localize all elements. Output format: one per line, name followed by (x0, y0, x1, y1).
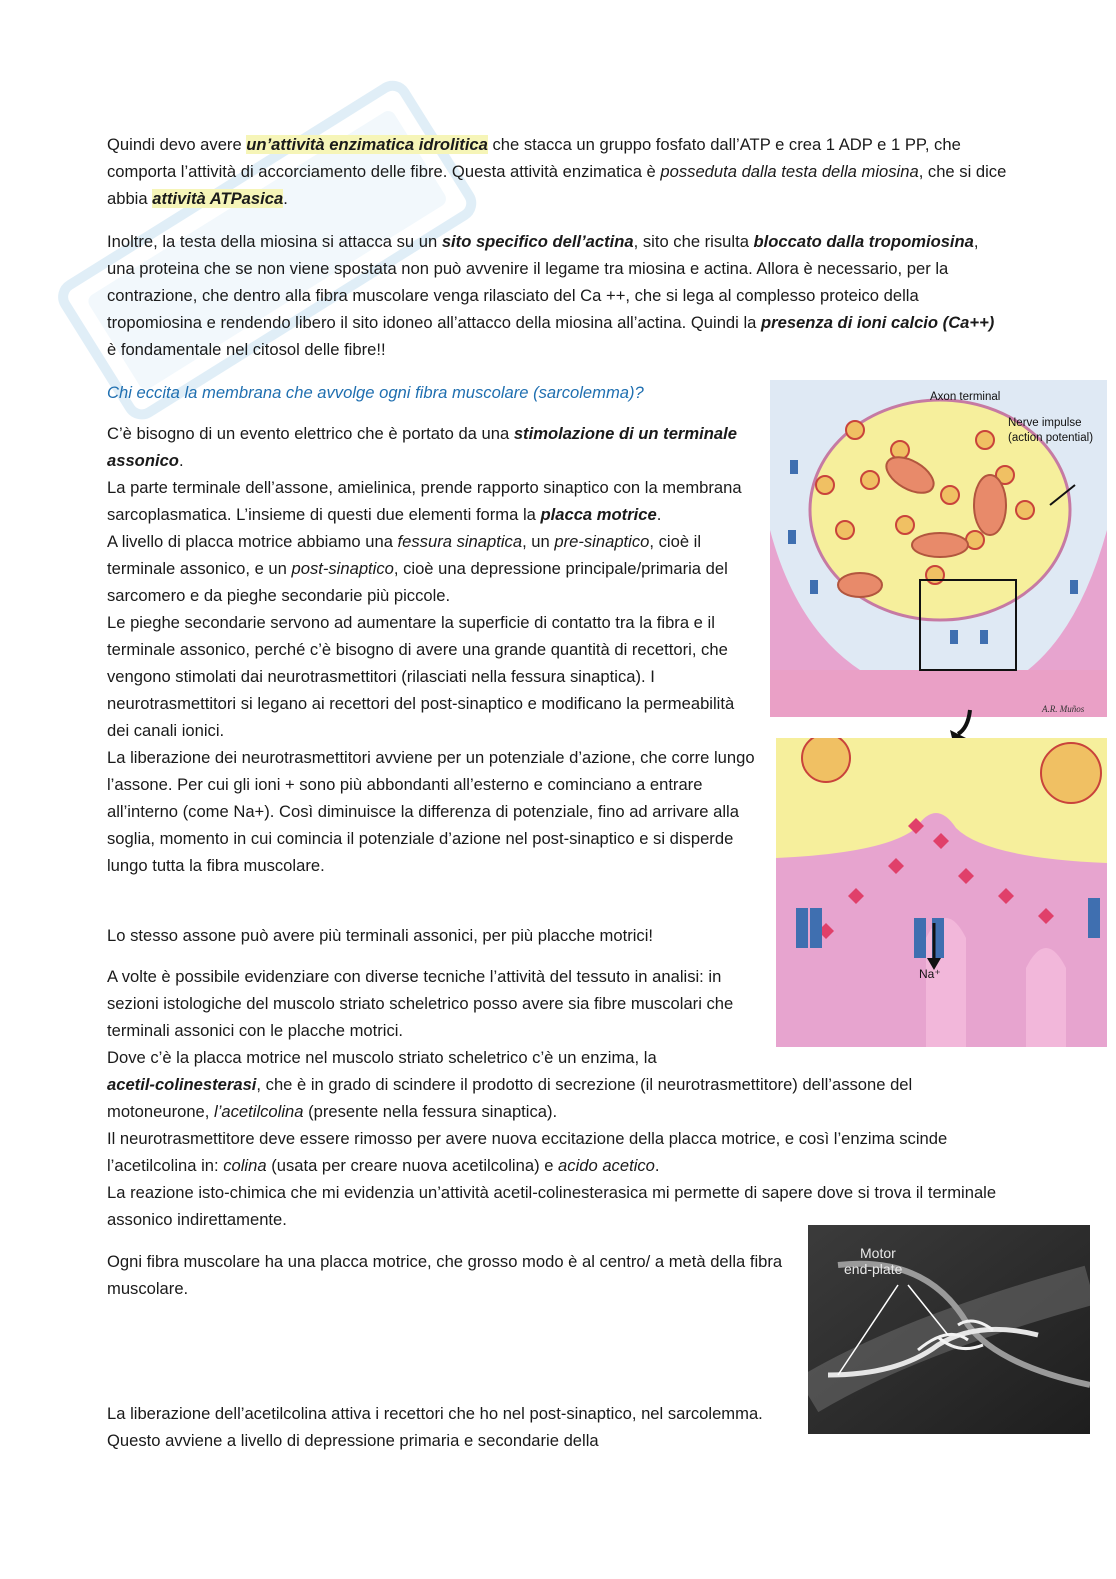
text-run: , che si dice abbia (107, 162, 1007, 208)
text-run: La liberazione dei neurotrasmettitori avviene per un potenziale d’azione, che corre lungo l’assone. Per cui gli ioni + sono più abbondanti all’esterno e cominciano a entrare all’interno (come Na+). Così diminuisce la differenza di potenziale, fino ad arrivare alla soglia, momento in cui comincia il potenziale d’azione nel post-sinaptico e si disperde lungo tutta la fibra muscolare. (107, 748, 755, 875)
text-run: (usata per creare nuova acetilcolina) e (266, 1156, 559, 1175)
text-run: presenza di ioni calcio (Ca++) (761, 313, 995, 332)
text-run: , sito che risulta (633, 232, 754, 251)
text-run: che stacca un gruppo fosfato dall’ATP e crea 1 ADP e 1 PP, che comporta l’attività di accorciamento delle fibre. Questa attività enzimatica è (107, 135, 961, 181)
text-run: attività ATPasica (152, 189, 284, 208)
motor-label: Motor (860, 1245, 896, 1261)
text-run: Ogni fibra muscolare ha una placca motrice, che grosso modo è al centro/ a metà della fibra muscolare. (107, 1252, 783, 1298)
text-run: Lo stesso assone può avere più terminali assonici, per più placche motrici! (107, 926, 654, 945)
text-run: colina (223, 1156, 267, 1175)
text-run: Dove c’è la placca motrice nel muscolo striato scheletrico c’è un enzima, la (107, 1048, 657, 1067)
text-run: C’è bisogno di un evento elettrico che è portato da una (107, 424, 514, 443)
question-heading: Chi eccita la membrana che avvolge ogni fibra muscolare (sarcolemma)? (107, 383, 644, 402)
text-run: pre-sinaptico (554, 532, 650, 551)
text-run: , un (522, 532, 555, 551)
paragraph-terminali (107, 922, 757, 949)
figure-signature: A.R. Muños (1042, 704, 1085, 714)
text-run: posseduta dalla testa della miosina (660, 162, 919, 181)
text-run: , cioè il terminale assonico, e un (107, 532, 702, 578)
paragraph-fibra-placca (107, 1248, 787, 1302)
text-run: . (654, 1156, 660, 1175)
paragraph-placca-motrice (107, 420, 757, 879)
text-run: . (178, 451, 184, 470)
text-run: Le pieghe secondarie servono ad aumentare la superficie di contatto tra la fibra e il terminale assonico, perché c’è bisogno di avere una grande quantità di recettori, che vengono stimolati dai neurotrasmettitori (rilasciati nella fessura sinaptica). I neurotrasmettitori si legano ai recettori del post-sinaptico e modificano la permeabilità dei canali ionici. (107, 613, 735, 740)
paragraph-liberazione (107, 1400, 787, 1454)
figure-axon-terminal (770, 380, 1107, 717)
text-run: , una proteina che se non viene spostata non può avvenire il legame tra miosina e actina. Allora è necessario, per la contrazione, che dentro alla fibra muscolare venga rilasciato del Ca ++, che si lega al complesso proteico della tropomiosina e rendendo libero il sito idoneo all’attacco della miosina all’actina. Quindi la (107, 232, 979, 332)
text-run: La reazione isto-chimica che mi evidenzia un’attività acetil-colinesterasica mi permette di sapere dove si trova il terminale assonico indirettamente. (107, 1183, 997, 1229)
text-run: Il neurotrasmettitore deve essere rimosso per avere nuova eccitazione della placca motrice, e così l’enzima scinde l’acetilcolina in: (107, 1129, 948, 1175)
text-run: La liberazione dell’acetilcolina attiva i recettori che ho nel post-sinaptico, nel sarcolemma. Questo avviene a livello di depressione primaria e secondarie della (107, 1404, 763, 1450)
text-run: . (656, 505, 662, 524)
nerve-impulse-label: Nerve impulse (1008, 417, 1082, 429)
text-run: A livello di placca motrice abbiamo una (107, 532, 398, 551)
axon-terminal-label: Axon terminal (930, 391, 1001, 403)
text-run: La parte terminale dell’assone, amielinica, prende rapporto sinaptico con la membrana sarcoplasmatica. L’insieme di questi due elementi forma la (107, 478, 742, 524)
text-run: è fondamentale nel citosol delle fibre!! (107, 340, 386, 359)
text-run: Inoltre, la testa della miosina si attacca su un (107, 232, 442, 251)
paragraph-istologia (107, 963, 757, 1071)
text-run: placca motrice (540, 505, 657, 524)
figure-synaptic-cleft (776, 738, 1107, 1047)
paragraph-atpase (107, 131, 1007, 212)
action-potential-label: (action potential) (1008, 432, 1094, 444)
figure-motor-end-plate (808, 1225, 1090, 1434)
text-run: un’attività enzimatica idrolitica (246, 135, 488, 154)
text-run: acido acetico (558, 1156, 655, 1175)
text-run: sito specifico dell’actina (441, 232, 634, 251)
text-run: . (283, 189, 288, 208)
text-run: Quindi devo avere (107, 135, 247, 154)
text-run: l’acetilcolina (214, 1102, 304, 1121)
text-run: fessura sinaptica (397, 532, 523, 551)
text-run: A volte è possibile evidenziare con diverse tecniche l’attività del tessuto in analisi: in sezioni istologiche del muscolo striato scheletrico posso avere sia fibre muscolari che terminali assonici con le placche motrici. (107, 967, 734, 1040)
text-run: acetil-colinesterasi (107, 1075, 257, 1094)
text-run: stimolazione di un terminale assonico (107, 424, 737, 470)
end-plate-label: end-plate (844, 1261, 903, 1277)
text-run: , che è in grado di scindere il prodotto di secrezione (il neurotrasmettitore) dell’assone del motoneurone, (107, 1075, 913, 1121)
text-run: post-sinaptico (291, 559, 394, 578)
text-run: bloccato dalla tropomiosina (753, 232, 974, 251)
text-run: (presente nella fessura sinaptica). (303, 1102, 558, 1121)
text-run: , cioè una depressione principale/primaria del sarcomero e da pieghe secondarie più piccole. (107, 559, 728, 605)
paragraph-acetilcolinesterasi (107, 1071, 1007, 1233)
sodium-label: Na⁺ (919, 967, 941, 981)
paragraph-tropomiosina (107, 228, 1007, 363)
